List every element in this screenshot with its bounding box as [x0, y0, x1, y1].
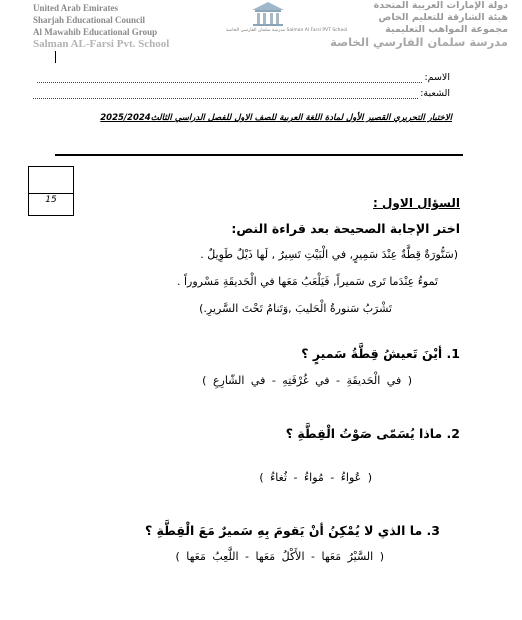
question-1-options[interactable]: ( في الْحَديقَةِ - في غُرْفَتِهِ - في الشّارِعِ ) — [202, 374, 412, 387]
grade-box-divider — [29, 193, 73, 194]
question-number: 1. — [446, 346, 460, 361]
question-number: 2. — [446, 426, 460, 441]
header-en-line: United Arab Emirates — [33, 3, 118, 13]
logo-caption: مدرسة سلمان الفارسي الخاصة Salman Al Farsi PVT School — [226, 28, 348, 33]
passage-line: (سَنُّورَةٌ قِطَّةٌ عِنْدَ سَمِيرٍ, في الْبَيْتِ تَسِيرُ , لَها ذَيْلٌ طَوِيلٌ . — [200, 248, 458, 261]
name-blank[interactable] — [37, 73, 422, 83]
divider — [55, 154, 463, 156]
header-ar-line: دولة الإمارات العربية المتحدة — [373, 0, 508, 11]
question-text: أيْنَ تَعيشُ قِطَّةُ سَميرٍ ؟ — [301, 346, 443, 361]
passage-line: تَموءُ عِنْدَما تَرى سَميراً, فَيَلْعَبُ مَعَها في الْحَديقَةِ مَسْروراً . — [176, 275, 438, 288]
question-text: ما الذي لا يُمْكِنُ أنْ يَقومَ بِهِ سَميرٌ مَعَ الْقِطَّةِ ؟ — [144, 523, 423, 538]
grade-box — [28, 166, 74, 216]
section-field[interactable] — [33, 88, 450, 100]
question-2-options[interactable]: ( عُواءُ - مُواءُ - ثُغاءُ ) — [259, 471, 372, 484]
header-ar-line: مجموعة المواهب التعليمية — [385, 24, 508, 35]
header-arabic — [330, 0, 508, 48]
header-english — [33, 2, 169, 50]
instruction: اختر الإجابة الصحيحة بعد قراءة النص: — [231, 221, 460, 236]
header-ar-school: مدرسة سلمان الفارسي الخاصة — [330, 35, 508, 49]
exam-title: الاختبار التحريري القصير الأول لمادة اللغة العربية للصف الاول للفصل الدراسي الثالث2025/2024 — [100, 113, 452, 123]
question-text: ماذا يُسَمّى صَوْتُ الْقِطَّةِ ؟ — [285, 426, 443, 441]
question-2 — [286, 426, 460, 441]
section-heading: السؤال الاول : — [373, 196, 460, 210]
grade-total: 15 — [45, 195, 57, 205]
question-3 — [145, 523, 440, 538]
header-ar-line: هيئة الشارقة للتعليم الخاص — [378, 12, 508, 23]
passage-line: تَشْرَبُ سَنورةُ الْحَليبَ ,وَتَنامُ تَحْتَ السَّريرِ.) — [199, 302, 392, 315]
text-cursor — [55, 51, 56, 63]
header-en-line: Sharjah Educational Council — [33, 15, 146, 25]
header-en-line: Al Mawahib Educational Group — [33, 27, 158, 37]
question-number: 3. — [426, 523, 440, 538]
section-label: الشعبة: — [420, 88, 450, 99]
header-en-school: Salman AL-Farsi Pvt. School — [33, 38, 170, 50]
section-blank[interactable] — [33, 89, 418, 99]
question-1 — [301, 346, 460, 361]
question-3-options[interactable]: ( السَّيْرُ مَعَها - الأَكْلُ مَعَها - اللَّعِبُ مَعَها ) — [175, 550, 384, 563]
name-field[interactable] — [37, 72, 450, 84]
name-label: الاسم: — [424, 72, 450, 83]
